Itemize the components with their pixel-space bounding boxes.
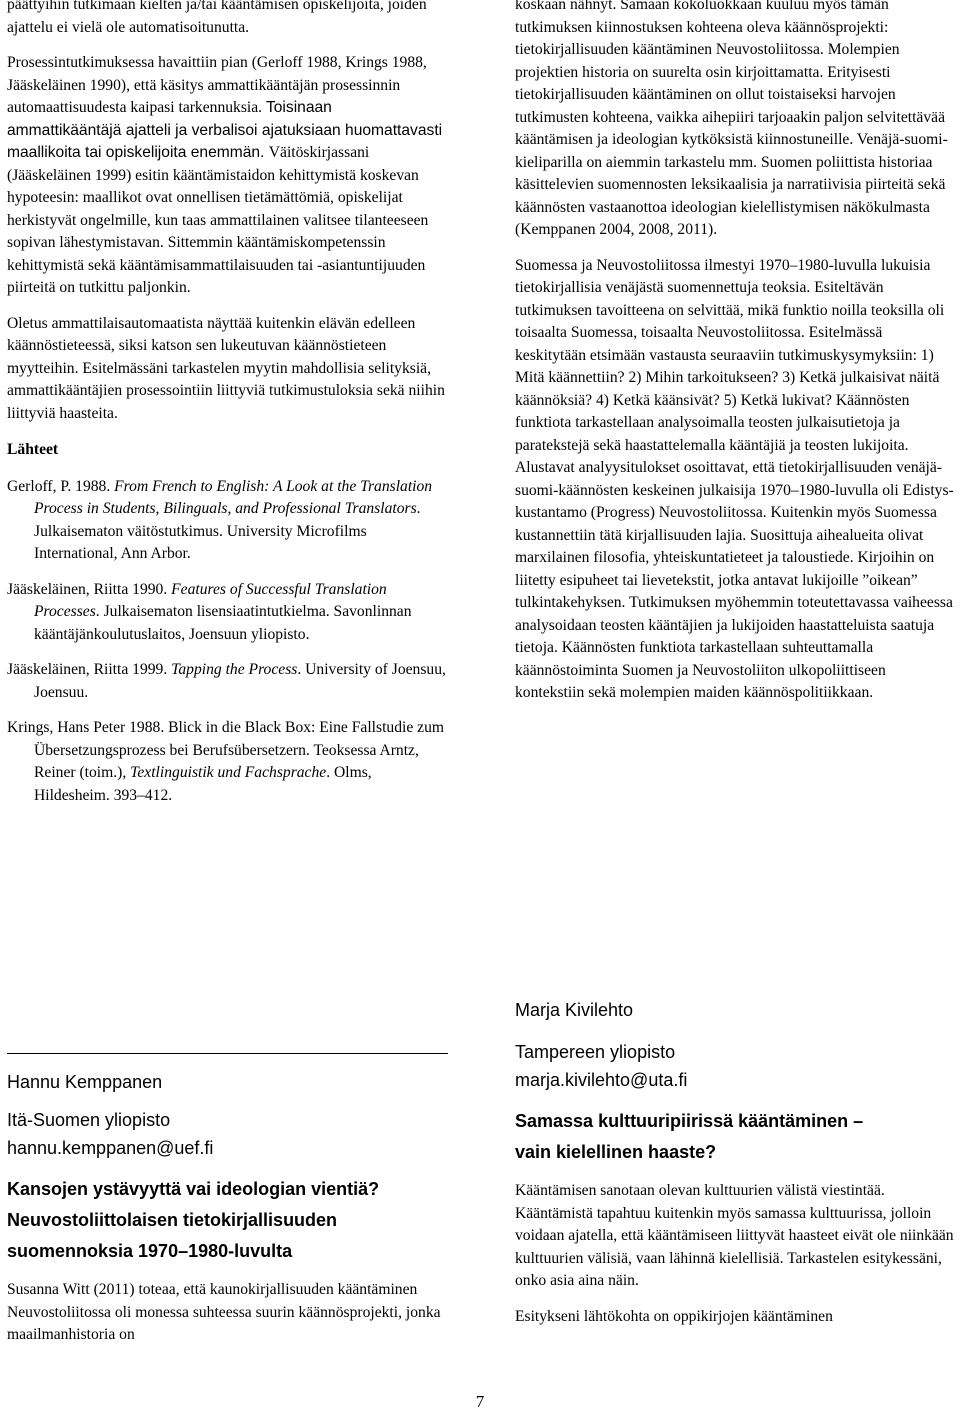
para-segment: Käännösten funktiota tarkastellaan suhteuttamalla käännöstoiminta Suomen ja Neuvostoliiton ulkopoliittiseen kontekstiin sekä molempien maiden käännöspolitiikkaan.: [515, 639, 886, 701]
author-affiliation: Tampereen yliopisto: [515, 1042, 676, 1062]
section-divider: [7, 1053, 448, 1054]
para-segment: Väitöskirjassani (Jääskeläinen 1999) esitin kääntämistaidon kehittymistä koskevan hypoteesin: maallikot ovat onnellisen tietämättömiä, opiskelijat herkistyvät ongelmille, kun taas ammattilainen valitsee tilanteeseen sopivan lähestymistavan.: [7, 144, 429, 251]
references-heading: Lähteet: [7, 441, 59, 458]
para-segment: koskaan nähnyt. Samaan kokoluokkaan kuuluu myös tämän tutkimuksen kiinnostuksen kohteena oleva käännösprojekti: tietokirjallisuuden kääntäminen Neuvostoliitossa.: [515, 0, 889, 58]
paragraph-research-questions: [515, 255, 955, 705]
paragraph-process-research: [7, 52, 450, 300]
article-body: Esitykseni lähtökohta on oppikirjojen kääntäminen: [515, 1307, 833, 1325]
para-segment: Esitelmässä keskitytään etsimään vastausta seuraaviin tutkimuskysymyksiin: 1) Mitä käännettiin? 2) Mihin tarkoitukseen? 3) Ketkä julkaisivat näitä käännöksiä? 4) Ketkä käänsivät? 5) Ketkä lukivat?: [515, 324, 940, 409]
ref-text: Krings, Hans Peter 1988. Blick in die Black Box: Eine Fallstudie zum Übersetzungsprozess bei Berufsübersetzern. Teoksessa Arntz, Reiner (toim.),: [7, 719, 444, 781]
reference-entry: [7, 579, 450, 647]
ref-text: Gerloff, P. 1988.: [7, 477, 115, 495]
ref-text: Jääskeläinen, Riitta 1990.: [7, 580, 172, 598]
article-body: Susanna Witt (2011) toteaa, että kaunokirjallisuuden kääntäminen Neuvostoliitossa oli monessa suhteessa suurin käännösprojekti, jonka maailmanhistoria on: [7, 1281, 441, 1343]
para-segment: Tutkimuksen myöhemmin toteutettavassa vaiheessa analysoidaan teosten kääntäjien ja lukijoiden haastatteluista saatuja tietoja.: [515, 594, 953, 656]
article-title: vain kielellinen haaste?: [515, 1142, 717, 1162]
para-segment: Kirjoihin on liitetty esipuheet tai lievetekstit, jotka antavat lukijoille ”oikean” tulkintakehyksen.: [515, 549, 935, 611]
para-segment: Erityisesti tietokirjallisuuden kääntäminen on ollut toistaiseksi harvojen tutkimusten kohteena, vaikka aihepiiri tarjoaakin paljon selvitettävää kääntämisen ja ideologian kytköksistä kiinnostuneille.: [515, 63, 945, 148]
article-title: Kansojen ystävyyttä vai ideologian vientiä?: [7, 1179, 380, 1199]
paragraph-witt-cont: [515, 0, 955, 242]
reference-entry: [7, 717, 450, 807]
author-name: Hannu Kemppanen: [7, 1072, 163, 1092]
para-segment: Käännösten funktiota tarkastellaan analysoimalla teosten julkaisutietoja ja paratekstejä sekä haastattelemalla kääntäjiä ja teosten lukijoita.: [515, 391, 910, 454]
article-body: Kääntämisen sanotaan olevan kulttuurien välistä viestintää. Kääntämistä tapahtuu kuitenkin myös samassa kulttuurissa, jolloin voidaan ajatella, että kääntämiseen liittyvät haasteet eivät ole niinkään kulttuurien välisiä, vaan lähinnä kielellisiä. Tarkastelen esitykessäni, onko asia aina näin.: [515, 1182, 954, 1289]
ref-title: Tapping the Process: [171, 661, 298, 678]
author-email: hannu.kemppanen@uef.fi: [7, 1138, 214, 1158]
para-segment: Venäjä-suomi-kieliparilla on aiemmin tarkastelu mm. Suomen poliittista historiaa käsittelevien suomennosten leksikaalisia ja narratiivisia piirteitä sekä käännösten vastaanottoa ideologian kielellistymisen näkökulmasta (Kemppanen 2004, 2008, 2011).: [515, 131, 948, 238]
page-number: 7: [475, 1392, 485, 1411]
article-title: Samassa kulttuuripiirissä kääntäminen –: [515, 1111, 864, 1131]
right-column: [515, 0, 955, 705]
article-title: Neuvostoliittolaisen tietokirjallisuuden: [7, 1210, 338, 1230]
ref-title: From French to English: A Look at the Translation Process in Students, Bilinguals, and Professional Translators: [34, 477, 433, 517]
ref-text: . Julkaisematon lisensiaatintutkielma. Savonlinnan kääntäjänkoulutuslaitos, Joensuun yliopisto.: [34, 603, 412, 643]
para-segment: Sittemmin kääntämiskompetenssin kehittymistä sekä kääntämisammattilaisuuden tai -asiantuntijuuden piirteitä on tutkittu paljonkin.: [7, 234, 426, 296]
ref-text: Jääskeläinen, Riitta 1999.: [7, 661, 172, 678]
paragraph-intro-tail: päättyihin tutkimaan kielten ja/tai kääntämisen opiskelijoita, joiden ajattelu ei vielä ole automatisoitunutta.: [7, 0, 427, 36]
author-affiliation: Itä-Suomen yliopisto: [7, 1110, 171, 1130]
ref-text: . Julkaisematon väitöstutkimus. University Microfilms International, Ann Arbor.: [34, 500, 421, 562]
para-segment: Prosessintutkimuksessa havaittiin pian (Gerloff 1988, Krings 1988, Jääskeläinen 1990), että käsitys ammattikääntäjän prosessinnin automaattisuudesta kaipasi tarkennuksia.: [7, 54, 427, 116]
ref-title: Textlinguistik und Fachsprache: [130, 764, 327, 781]
para-segment: Suomessa ja Neuvostoliitossa ilmestyi 1970–1980-luvulla lukuisia tietokirjallisia venäjästä suomennettuja teoksia.: [515, 256, 931, 296]
reference-entry: [7, 659, 450, 704]
author-email: marja.kivilehto@uta.fi: [515, 1070, 688, 1090]
article-title: suomennoksia 1970–1980-luvulta: [7, 1241, 293, 1261]
para-segment: Esiteltävän tutkimuksen tavoitteena on selvittää, mikä funktio noilla teoksilla oli toisaalta Suomessa, toisaalta Neuvostoliitossa.: [515, 279, 945, 341]
author-block-kivilehto: [515, 998, 955, 1328]
paragraph-myth: Oletus ammattilaisautomaatista näyttää kuitenkin elävän edelleen käännöstieteessä, siksi katson sen lukeutuvan käännöstieteen myytteihin. Esitelmässäni tarkastelen myytin mahdollisia selityksiä, ammattikääntäjien prosessointiin liittyviä tutkimustuloksia sekä niihin liittyviä haasteita.: [7, 314, 445, 422]
para-segment: Alustavat analyysitulokset osoittavat, että tietokirjallisuuden venäjä-suomi-käännösten keskeinen julkaisija 1970–1980-luvulla oli Edistys-kustantamo (Progress) Neuvostoliitossa.: [515, 459, 954, 521]
ref-text: . Olms, Hildesheim. 393–412.: [34, 764, 372, 804]
ref-title: Features of Successful Translation Processes: [34, 580, 387, 620]
para-segment: Molempien projektien historia on suurelta osin kirjoittamatta.: [515, 41, 900, 81]
para-segment: Toisinaan ammattikääntäjä ajatteli ja verbalisoi ajatuksiaan huomattavasti maallikoita tai opiskelijoita enemmän.: [7, 99, 443, 161]
ref-text: . University of Joensuu, Joensuu.: [34, 661, 446, 701]
left-column: [7, 0, 450, 807]
author-block-kemppanen: [7, 1070, 450, 1347]
para-segment: Kuitenkin myös Suomessa kustannettiin tätä kirjallisuuden lajia. Suosittuja aihealueita olivat marxilainen filosofia, yhteiskuntatieteet ja taloustiede.: [515, 504, 937, 566]
author-name: Marja Kivilehto: [515, 1000, 634, 1020]
reference-entry: [7, 476, 450, 566]
